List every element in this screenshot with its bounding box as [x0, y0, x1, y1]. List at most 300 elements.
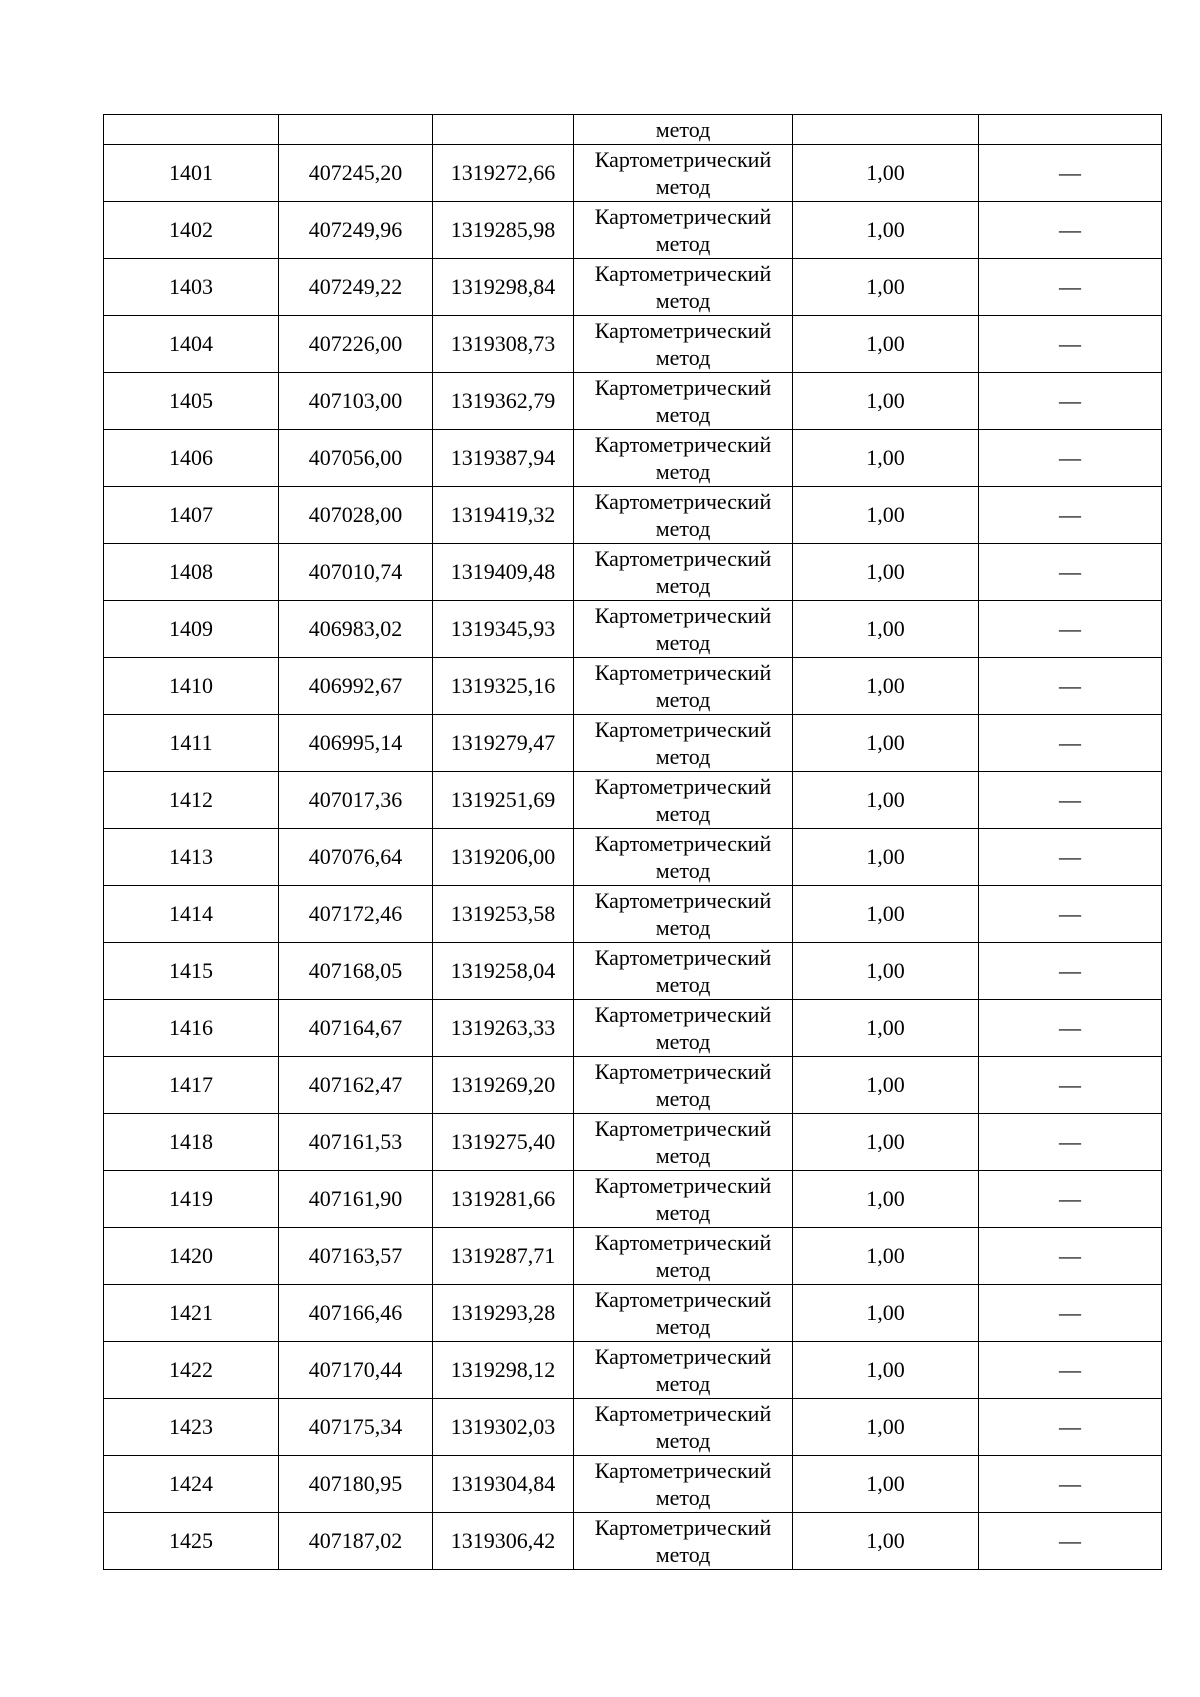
accuracy-cell — [793, 601, 979, 658]
x-coordinate-cell — [279, 316, 433, 373]
note-cell — [979, 715, 1162, 772]
accuracy-value: 1,00 — [866, 1015, 905, 1040]
x-coordinate: 407249,22 — [308, 274, 403, 299]
y-coordinate: 1319304,84 — [450, 1471, 556, 1496]
point-number-cell — [104, 943, 279, 1000]
y-coordinate: 1319345,93 — [450, 616, 556, 641]
method-cell — [574, 1456, 793, 1513]
method-line-2: метод — [655, 1257, 711, 1282]
y-coordinate: 1319206,00 — [450, 844, 556, 869]
x-coordinate: 407166,46 — [308, 1300, 403, 1325]
method-line-2: метод — [655, 231, 711, 256]
y-coordinate-cell — [433, 772, 574, 829]
point-number: 1418 — [169, 1129, 213, 1154]
y-coordinate-cell — [433, 1342, 574, 1399]
x-coordinate-cell — [279, 202, 433, 259]
method-cell — [574, 658, 793, 715]
x-coordinate-cell — [279, 772, 433, 829]
y-coordinate-cell — [433, 544, 574, 601]
method-line-2: метод — [655, 402, 711, 427]
method-line-2: метод — [655, 1428, 711, 1453]
y-coordinate-cell — [433, 886, 574, 943]
point-number: 1413 — [169, 844, 213, 869]
point-number-cell — [104, 430, 279, 487]
note-dash: — — [1059, 616, 1081, 641]
point-number-cell — [104, 715, 279, 772]
y-coordinate: 1319419,32 — [450, 502, 556, 527]
continuation-cell-y — [433, 115, 574, 145]
table-row — [104, 886, 1162, 943]
x-coordinate: 407028,00 — [308, 502, 403, 527]
accuracy-cell — [793, 373, 979, 430]
method-cell — [574, 1285, 793, 1342]
method-line-1: Картометрический — [594, 432, 772, 457]
note-dash: — — [1059, 673, 1081, 698]
method-line-2: метод — [655, 573, 711, 598]
method-cell — [574, 943, 793, 1000]
accuracy-value: 1,00 — [866, 1186, 905, 1211]
note-cell — [979, 373, 1162, 430]
method-line-1: Картометрический — [594, 261, 772, 286]
note-dash: — — [1059, 217, 1081, 242]
continuation-cell-x — [279, 115, 433, 145]
continuation-cell-point — [104, 115, 279, 145]
accuracy-value: 1,00 — [866, 616, 905, 641]
y-coordinate: 1319263,33 — [450, 1015, 556, 1040]
point-number-cell — [104, 1114, 279, 1171]
method-line-2: метод — [655, 345, 711, 370]
table-row — [104, 1399, 1162, 1456]
x-coordinate: 406995,14 — [308, 730, 403, 755]
accuracy-value: 1,00 — [866, 1129, 905, 1154]
y-coordinate-cell — [433, 943, 574, 1000]
method-cell — [574, 544, 793, 601]
method-line-1: Картометрический — [594, 1287, 772, 1312]
x-coordinate-cell — [279, 658, 433, 715]
table-row — [104, 1000, 1162, 1057]
method-line-1: Картометрический — [594, 1230, 772, 1255]
point-number: 1407 — [169, 502, 213, 527]
method-line-1: Картометрический — [594, 1344, 772, 1369]
note-dash: — — [1059, 1528, 1081, 1553]
x-coordinate: 407164,67 — [308, 1015, 403, 1040]
note-dash: — — [1059, 1072, 1081, 1097]
x-coordinate: 407010,74 — [308, 559, 403, 584]
note-cell — [979, 886, 1162, 943]
accuracy-value: 1,00 — [866, 1072, 905, 1097]
x-coordinate-cell — [279, 1456, 433, 1513]
point-number-cell — [104, 1513, 279, 1570]
method-line-2: метод — [655, 1200, 711, 1225]
point-number: 1404 — [169, 331, 213, 356]
method-cell — [574, 1342, 793, 1399]
x-coordinate: 407076,64 — [308, 844, 403, 869]
note-cell — [979, 1057, 1162, 1114]
point-number: 1403 — [169, 274, 213, 299]
accuracy-value: 1,00 — [866, 1414, 905, 1439]
y-coordinate-cell — [433, 1399, 574, 1456]
point-number-cell — [104, 373, 279, 430]
note-cell — [979, 829, 1162, 886]
accuracy-cell — [793, 715, 979, 772]
method-cell — [574, 829, 793, 886]
x-coordinate: 407168,05 — [308, 958, 403, 983]
note-dash: — — [1059, 1129, 1081, 1154]
table-row — [104, 829, 1162, 886]
point-number: 1424 — [169, 1471, 213, 1496]
accuracy-cell — [793, 1342, 979, 1399]
method-line-1: Картометрический — [594, 774, 772, 799]
note-dash: — — [1059, 559, 1081, 584]
y-coordinate: 1319387,94 — [450, 445, 556, 470]
method-line-2: метод — [655, 630, 711, 655]
point-number-cell — [104, 316, 279, 373]
point-number-cell — [104, 1456, 279, 1513]
point-number: 1419 — [169, 1186, 213, 1211]
accuracy-cell — [793, 1228, 979, 1285]
accuracy-cell — [793, 1285, 979, 1342]
point-number: 1410 — [169, 673, 213, 698]
point-number-cell — [104, 658, 279, 715]
method-line-2: метод — [655, 915, 711, 940]
accuracy-value: 1,00 — [866, 217, 905, 242]
accuracy-cell — [793, 829, 979, 886]
note-dash: — — [1059, 445, 1081, 470]
method-line-2: метод — [655, 459, 711, 484]
method-cell — [574, 601, 793, 658]
note-cell — [979, 1000, 1162, 1057]
table-row — [104, 943, 1162, 1000]
x-coordinate-cell — [279, 373, 433, 430]
accuracy-cell — [793, 1000, 979, 1057]
table-row — [104, 259, 1162, 316]
note-cell — [979, 1285, 1162, 1342]
method-line-1: Картометрический — [594, 489, 772, 514]
note-cell — [979, 259, 1162, 316]
x-coordinate-cell — [279, 715, 433, 772]
note-cell — [979, 1456, 1162, 1513]
accuracy-cell — [793, 658, 979, 715]
method-cell — [574, 886, 793, 943]
note-dash: — — [1059, 1015, 1081, 1040]
note-dash: — — [1059, 331, 1081, 356]
x-coordinate: 407163,57 — [308, 1243, 403, 1268]
accuracy-value: 1,00 — [866, 958, 905, 983]
table-row — [104, 316, 1162, 373]
method-line-2: метод — [655, 288, 711, 313]
accuracy-value: 1,00 — [866, 559, 905, 584]
point-number-cell — [104, 601, 279, 658]
note-cell — [979, 487, 1162, 544]
method-line-1: Картометрический — [594, 318, 772, 343]
method-line-1: Картометрический — [594, 546, 772, 571]
method-line-1: Картометрический — [594, 660, 772, 685]
point-number-cell — [104, 145, 279, 202]
x-coordinate: 407161,90 — [308, 1186, 403, 1211]
y-coordinate: 1319409,48 — [450, 559, 556, 584]
point-number: 1401 — [169, 160, 213, 185]
y-coordinate: 1319308,73 — [450, 331, 556, 356]
table-row — [104, 145, 1162, 202]
x-coordinate-cell — [279, 886, 433, 943]
note-dash: — — [1059, 1300, 1081, 1325]
accuracy-value: 1,00 — [866, 844, 905, 869]
x-coordinate-cell — [279, 829, 433, 886]
note-cell — [979, 772, 1162, 829]
point-number-cell — [104, 1171, 279, 1228]
accuracy-cell — [793, 202, 979, 259]
method-line-1: Картометрический — [594, 1401, 772, 1426]
x-coordinate: 407170,44 — [308, 1357, 403, 1382]
method-line-1: Картометрический — [594, 1515, 772, 1540]
accuracy-value: 1,00 — [866, 1357, 905, 1382]
table-row — [104, 1285, 1162, 1342]
accuracy-value: 1,00 — [866, 787, 905, 812]
accuracy-cell — [793, 1456, 979, 1513]
point-number-cell — [104, 772, 279, 829]
y-coordinate: 1319298,84 — [450, 274, 556, 299]
method-line-2: метод — [655, 801, 711, 826]
x-coordinate: 407161,53 — [308, 1129, 403, 1154]
method-line-1: Картометрический — [594, 147, 772, 172]
accuracy-value: 1,00 — [866, 730, 905, 755]
x-coordinate: 407180,95 — [308, 1471, 403, 1496]
accuracy-cell — [793, 316, 979, 373]
y-coordinate: 1319306,42 — [450, 1528, 556, 1553]
accuracy-value: 1,00 — [866, 160, 905, 185]
y-coordinate-cell — [433, 430, 574, 487]
note-dash: — — [1059, 901, 1081, 926]
x-coordinate-cell — [279, 943, 433, 1000]
note-cell — [979, 601, 1162, 658]
x-coordinate: 406992,67 — [308, 673, 403, 698]
accuracy-cell — [793, 430, 979, 487]
x-coordinate-cell — [279, 1057, 433, 1114]
y-coordinate-cell — [433, 1456, 574, 1513]
point-number: 1422 — [169, 1357, 213, 1382]
table-row — [104, 772, 1162, 829]
point-number-cell — [104, 1399, 279, 1456]
note-dash: — — [1059, 274, 1081, 299]
point-number: 1421 — [169, 1300, 213, 1325]
x-coordinate-cell — [279, 1171, 433, 1228]
table-row — [104, 1456, 1162, 1513]
point-number: 1408 — [169, 559, 213, 584]
accuracy-cell — [793, 1114, 979, 1171]
accuracy-value: 1,00 — [866, 1243, 905, 1268]
y-coordinate-cell — [433, 715, 574, 772]
accuracy-value: 1,00 — [866, 274, 905, 299]
y-coordinate-cell — [433, 259, 574, 316]
note-cell — [979, 1114, 1162, 1171]
x-coordinate: 407017,36 — [308, 787, 403, 812]
y-coordinate-cell — [433, 601, 574, 658]
method-cell — [574, 259, 793, 316]
method-cell — [574, 1228, 793, 1285]
continuation-row — [104, 115, 1162, 145]
accuracy-value: 1,00 — [866, 331, 905, 356]
y-coordinate-cell — [433, 1000, 574, 1057]
accuracy-value: 1,00 — [866, 1528, 905, 1553]
accuracy-value: 1,00 — [866, 1300, 905, 1325]
table-row — [104, 715, 1162, 772]
point-number: 1420 — [169, 1243, 213, 1268]
accuracy-value: 1,00 — [866, 673, 905, 698]
accuracy-cell — [793, 544, 979, 601]
x-coordinate-cell — [279, 1285, 433, 1342]
accuracy-cell — [793, 259, 979, 316]
point-number-cell — [104, 202, 279, 259]
accuracy-cell — [793, 886, 979, 943]
note-dash: — — [1059, 958, 1081, 983]
method-line-2: метод — [655, 1143, 711, 1168]
point-number-cell — [104, 886, 279, 943]
table-row — [104, 373, 1162, 430]
coordinates-table — [103, 114, 1162, 1570]
table-body — [104, 115, 1162, 1570]
x-coordinate: 407172,46 — [308, 901, 403, 926]
note-cell — [979, 202, 1162, 259]
accuracy-cell — [793, 1057, 979, 1114]
method-line-2: метод — [655, 516, 711, 541]
note-dash: — — [1059, 160, 1081, 185]
x-coordinate-cell — [279, 430, 433, 487]
point-number-cell — [104, 259, 279, 316]
method-line-1: Картометрический — [594, 1458, 772, 1483]
continuation-method-text: метод — [655, 117, 711, 142]
y-coordinate: 1319281,66 — [450, 1186, 556, 1211]
y-coordinate: 1319362,79 — [450, 388, 556, 413]
method-cell — [574, 1399, 793, 1456]
note-cell — [979, 658, 1162, 715]
method-line-1: Картометрический — [594, 375, 772, 400]
accuracy-cell — [793, 487, 979, 544]
y-coordinate: 1319279,47 — [450, 730, 556, 755]
y-coordinate: 1319293,28 — [450, 1300, 556, 1325]
point-number-cell — [104, 1000, 279, 1057]
method-line-2: метод — [655, 1029, 711, 1054]
accuracy-cell — [793, 943, 979, 1000]
method-cell — [574, 145, 793, 202]
method-line-2: метод — [655, 1371, 711, 1396]
note-cell — [979, 1399, 1162, 1456]
table-row — [104, 1513, 1162, 1570]
point-number: 1425 — [169, 1528, 213, 1553]
point-number-cell — [104, 487, 279, 544]
point-number-cell — [104, 1342, 279, 1399]
x-coordinate: 407056,00 — [308, 445, 403, 470]
note-dash: — — [1059, 388, 1081, 413]
y-coordinate: 1319325,16 — [450, 673, 556, 698]
table-row — [104, 1228, 1162, 1285]
y-coordinate: 1319285,98 — [450, 217, 556, 242]
method-line-1: Картометрический — [594, 1173, 772, 1198]
note-dash: — — [1059, 730, 1081, 755]
y-coordinate-cell — [433, 1228, 574, 1285]
x-coordinate-cell — [279, 544, 433, 601]
point-number: 1405 — [169, 388, 213, 413]
method-cell — [574, 487, 793, 544]
x-coordinate: 407187,02 — [308, 1528, 403, 1553]
note-dash: — — [1059, 1186, 1081, 1211]
table-row — [104, 658, 1162, 715]
method-line-2: метод — [655, 972, 711, 997]
method-line-2: метод — [655, 1086, 711, 1111]
method-cell — [574, 316, 793, 373]
note-dash: — — [1059, 844, 1081, 869]
point-number: 1423 — [169, 1414, 213, 1439]
y-coordinate-cell — [433, 202, 574, 259]
y-coordinate: 1319302,03 — [450, 1414, 556, 1439]
method-line-1: Картометрический — [594, 204, 772, 229]
note-dash: — — [1059, 787, 1081, 812]
y-coordinate-cell — [433, 373, 574, 430]
y-coordinate-cell — [433, 1057, 574, 1114]
y-coordinate-cell — [433, 658, 574, 715]
method-line-1: Картометрический — [594, 1059, 772, 1084]
method-line-1: Картометрический — [594, 831, 772, 856]
x-coordinate: 407175,34 — [308, 1414, 403, 1439]
x-coordinate-cell — [279, 487, 433, 544]
note-cell — [979, 1342, 1162, 1399]
method-line-1: Картометрический — [594, 945, 772, 970]
continuation-cell-method — [574, 115, 793, 145]
accuracy-value: 1,00 — [866, 445, 905, 470]
point-number: 1412 — [169, 787, 213, 812]
accuracy-cell — [793, 1399, 979, 1456]
x-coordinate: 407103,00 — [308, 388, 403, 413]
note-dash: — — [1059, 502, 1081, 527]
point-number: 1411 — [169, 730, 213, 755]
note-cell — [979, 1228, 1162, 1285]
table-row — [104, 430, 1162, 487]
table-row — [104, 601, 1162, 658]
method-cell — [574, 202, 793, 259]
y-coordinate: 1319287,71 — [450, 1243, 556, 1268]
point-number: 1402 — [169, 217, 213, 242]
point-number: 1406 — [169, 445, 213, 470]
accuracy-cell — [793, 1513, 979, 1570]
y-coordinate: 1319269,20 — [450, 1072, 556, 1097]
y-coordinate: 1319251,69 — [450, 787, 556, 812]
x-coordinate: 406983,02 — [308, 616, 403, 641]
accuracy-cell — [793, 772, 979, 829]
x-coordinate-cell — [279, 1342, 433, 1399]
note-cell — [979, 544, 1162, 601]
y-coordinate: 1319275,40 — [450, 1129, 556, 1154]
x-coordinate-cell — [279, 259, 433, 316]
method-line-2: метод — [655, 744, 711, 769]
y-coordinate: 1319298,12 — [450, 1357, 556, 1382]
point-number: 1409 — [169, 616, 213, 641]
note-cell — [979, 316, 1162, 373]
table-row — [104, 1057, 1162, 1114]
method-line-2: метод — [655, 1485, 711, 1510]
note-cell — [979, 943, 1162, 1000]
point-number-cell — [104, 1057, 279, 1114]
point-number: 1416 — [169, 1015, 213, 1040]
y-coordinate: 1319253,58 — [450, 901, 556, 926]
x-coordinate: 407245,20 — [308, 160, 403, 185]
note-dash: — — [1059, 1243, 1081, 1268]
y-coordinate: 1319258,04 — [450, 958, 556, 983]
note-dash: — — [1059, 1414, 1081, 1439]
method-line-1: Картометрический — [594, 603, 772, 628]
note-cell — [979, 430, 1162, 487]
method-cell — [574, 1513, 793, 1570]
y-coordinate-cell — [433, 1513, 574, 1570]
table-row — [104, 1114, 1162, 1171]
